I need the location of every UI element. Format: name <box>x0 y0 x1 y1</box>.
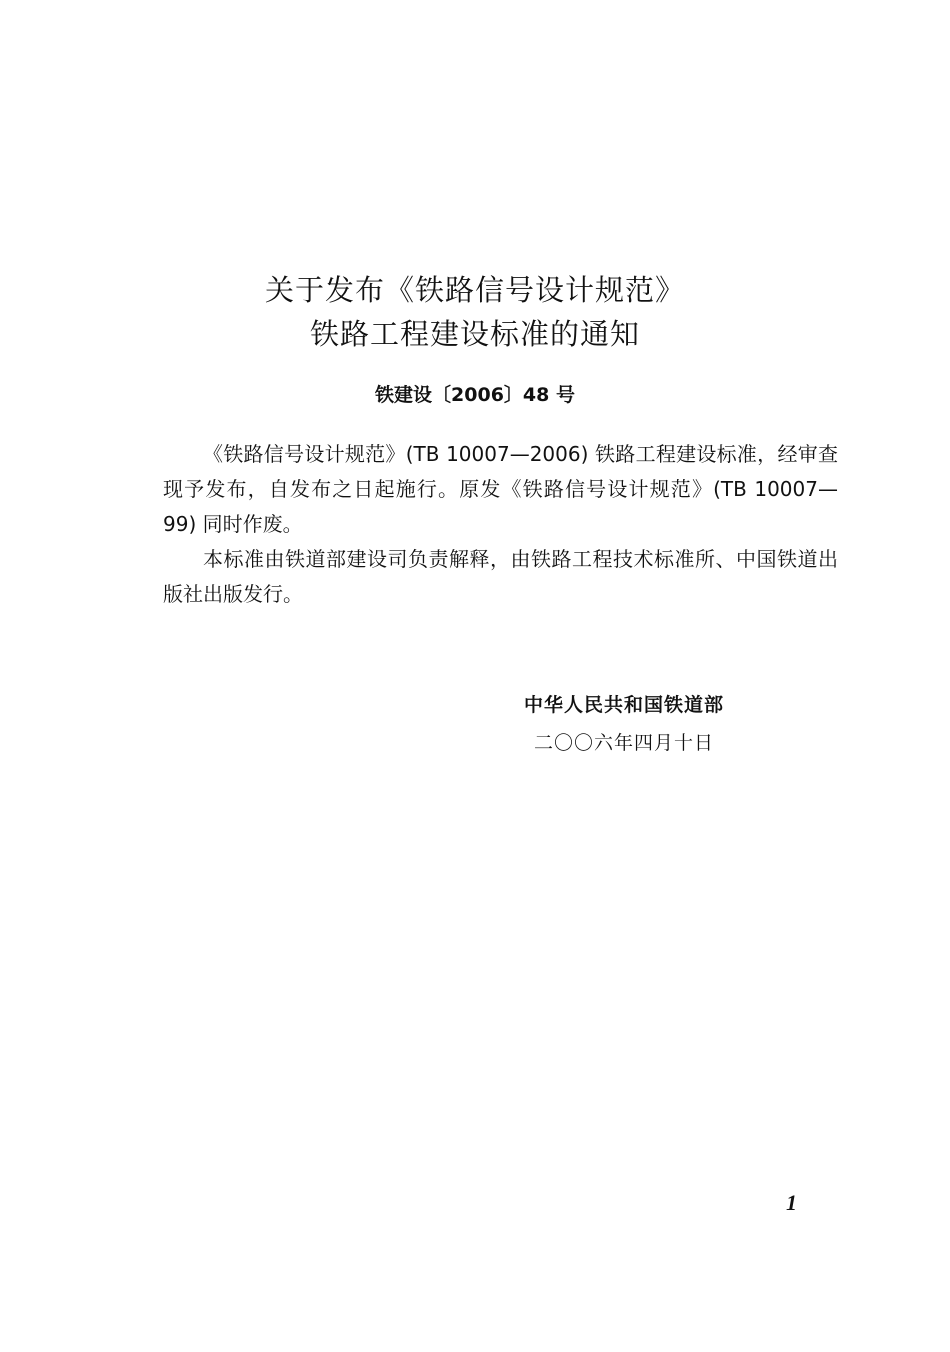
title-line-1: 关于发布《铁路信号设计规范》 <box>264 273 685 307</box>
paragraph-1: 《铁路信号设计规范》(TB 10007—2006) 铁路工程建设标准，经审查现予发布，自发布之日起施行。原发《铁路信号设计规范》(TB 10007—99) 同时作废。 <box>163 442 838 536</box>
signature-date: 二〇〇六年四月十日 <box>534 732 715 754</box>
body-text <box>163 437 838 612</box>
signature-organization: 中华人民共和国铁道部 <box>524 694 725 716</box>
document-number: 铁建设〔2006〕48 号 <box>375 384 575 406</box>
paragraph-2: 本标准由铁道部建设司负责解释，由铁路工程技术标准所、中国铁道出版社出版发行。 <box>163 547 838 606</box>
page-number: 1 <box>786 1190 797 1215</box>
title-line-2: 铁路工程建设标准的通知 <box>309 317 640 351</box>
